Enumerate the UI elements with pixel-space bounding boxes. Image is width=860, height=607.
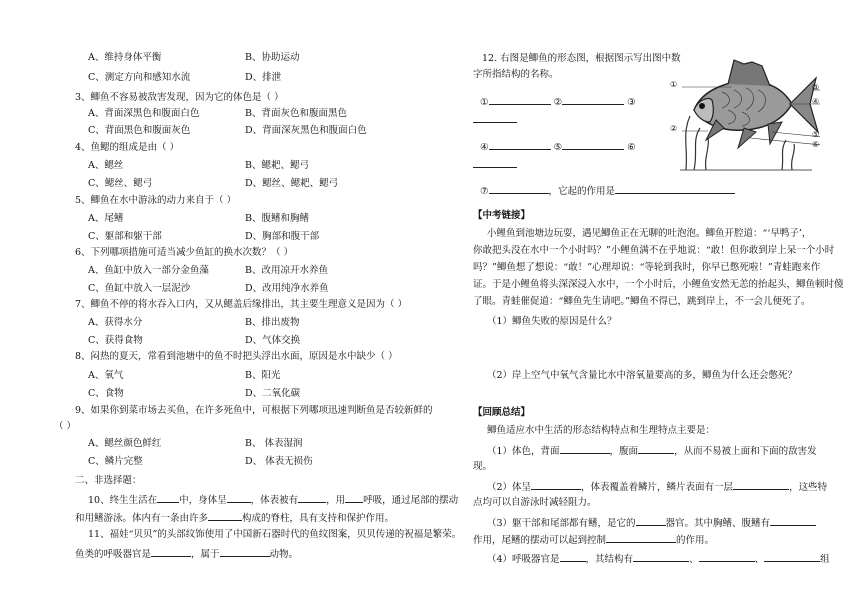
q10-text-3: ，体表被有 xyxy=(250,495,299,506)
q2-option-a: A、维持身体平衡 xyxy=(88,52,162,63)
q11-blank-1[interactable] xyxy=(151,547,191,557)
q12-blanks-row2 xyxy=(480,140,636,154)
fish-label-3: ③ xyxy=(812,83,820,92)
review-1-text-2: ，腹面 xyxy=(609,446,639,457)
section-nonchoice-heading: 二、非选择题： xyxy=(75,475,142,486)
blank-label-5: ⑤ xyxy=(553,142,563,153)
sub-question-2: （2）岸上空气中氧气含量比水中溶氧量要高的多，鲫鱼为什么还会憋死？ xyxy=(487,370,798,381)
blank-label-6: ⑥ xyxy=(627,142,636,153)
q12-blanks-row1 xyxy=(480,95,636,109)
q4-option-b: B、鳃耙、鳃弓 xyxy=(245,160,309,171)
review-1-blank-2[interactable] xyxy=(638,444,674,454)
fish-label-1: ① xyxy=(670,80,678,89)
q5-option-d: D、胸部和腹干部 xyxy=(245,231,320,242)
q11-line1: 11、福娃“贝贝”的头部纹饰使用了中国新石器时代的鱼纹图案，贝贝传递的祝福是繁荣。 xyxy=(88,529,462,540)
q9-bracket: （ ） xyxy=(54,421,77,432)
q12-line1: 12. 右图是鲫鱼的形态图，根据图示写出图中数 xyxy=(482,53,681,64)
review-3-text-4: 的作用。 xyxy=(676,535,715,546)
q11-line2 xyxy=(75,547,298,561)
q10-blank-4[interactable] xyxy=(345,493,363,503)
q12-blank-7-row xyxy=(480,184,735,198)
story-line-3: 吗？”鲫鱼想了想说：“敢！”心理却说：“等轮到我时，你早已憋死啦！”青蛙跑来作 xyxy=(473,262,821,273)
q7-option-d: D、气体交换 xyxy=(245,335,301,346)
q12-blank-3-cont xyxy=(473,113,517,127)
q12-blank-6-cont xyxy=(473,158,517,172)
q3-option-b: B、背面灰色和腹面黑色 xyxy=(245,108,347,119)
story-line-5: 了眼。青蛙催促道：“鲫鱼先生请吧。”鲫鱼不得已，跳到岸上，不一会儿便死了。 xyxy=(473,296,811,307)
q10-text-2: 中，身体呈 xyxy=(179,495,227,506)
q7-option-b: B、排出废物 xyxy=(245,317,300,328)
review-3-blank-2[interactable] xyxy=(770,516,816,526)
review-2-line2: 点均可以自游泳时减轻阻力。 xyxy=(473,497,597,508)
review-4-text-3: 、 xyxy=(689,554,699,565)
fish-label-2: ② xyxy=(670,124,678,133)
q5-option-b: B、腹鳍和胸鳍 xyxy=(245,213,309,224)
review-3-text-1: （3）躯干部和尾部都有鳍，是它的 xyxy=(487,518,636,529)
answer-blank-3[interactable] xyxy=(473,113,517,123)
review-3-text-3: 作用，尾鳍的摆动可以起到控制 xyxy=(473,535,607,546)
answer-blank-1[interactable] xyxy=(489,95,551,105)
carp-morphology-figure xyxy=(672,52,820,172)
blank-label-7: ⑦ xyxy=(480,186,489,197)
blank-label-1: ① xyxy=(480,97,489,108)
q4-option-a: A、鳃丝 xyxy=(88,160,124,171)
review-4-text-1: （4）呼吸器官是 xyxy=(487,554,560,565)
q5-option-a: A、尾鳍 xyxy=(88,213,124,224)
blank-label-3: ③ xyxy=(627,97,636,108)
q4-text: 4、鱼鳃的组成是由（ ） xyxy=(75,142,180,153)
q8-option-d: D、二氧化碳 xyxy=(245,388,301,399)
q2-option-b: B、协助运动 xyxy=(245,52,300,63)
q9-text: 9、如果你到菜市场去买鱼，在许多死鱼中，可根据下列哪项迅速判断鱼是否较新鲜的 xyxy=(75,405,433,416)
q3-option-c: C、背面黑色和腹面灰色 xyxy=(88,125,191,136)
q11-blank-2[interactable] xyxy=(220,547,270,557)
q2-option-c: C、测定方向和感知水流 xyxy=(88,72,191,83)
q5-text: 5、鲫鱼在水中游泳的动力来自于（ ） xyxy=(75,195,237,206)
review-2-blank-2[interactable] xyxy=(733,480,789,490)
answer-blank-2[interactable] xyxy=(562,95,624,105)
review-4-text-4: 、 xyxy=(754,554,765,565)
review-intro: 鲫鱼适应水中生活的形态结构特点和生理特点主要是： xyxy=(487,425,716,436)
blank-7-text: ，它起的作用是 xyxy=(548,186,616,197)
review-4-text-5: 组 xyxy=(820,554,830,565)
answer-blank-4[interactable] xyxy=(489,140,551,150)
q10-blank-1[interactable] xyxy=(157,493,179,503)
review-3-line1 xyxy=(487,516,816,530)
q8-option-c: C、食物 xyxy=(88,388,124,399)
story-line-2: 你敢把头没在水中一个小时吗？”小鲤鱼满不在乎地说：“敢！但你敢到岸上呆一个小时 xyxy=(473,245,835,256)
q10-blank-2[interactable] xyxy=(227,493,251,503)
story-line-1: 小鲤鱼到池塘边玩耍，遇见鲫鱼正在无聊的吐泡泡。鲫鱼开腔道：“‘早鸭子’， xyxy=(487,228,812,239)
q8-text: 8、闷热的夏天，常看到池塘中的鱼不时把头浮出水面，原因是水中缺少（ ） xyxy=(75,351,398,362)
sub-question-1: （1）鲫鱼失败的原因是什么？ xyxy=(487,316,617,327)
carp-drawing xyxy=(672,52,820,172)
q10-line2 xyxy=(75,511,394,525)
q9-option-c: C、鳞片完整 xyxy=(88,456,143,467)
q10-line1 xyxy=(88,493,458,507)
fish-label-4: ④ xyxy=(812,97,820,106)
q6-option-a: A、鱼缸中放入一部分金鱼藻 xyxy=(88,265,209,276)
q6-option-d: D、改用纯净水养鱼 xyxy=(245,283,329,294)
q3-text: 3、鲫鱼不容易被敌害发现，因为它的体色是（ ） xyxy=(75,92,284,103)
q8-option-b: B、阳光 xyxy=(245,370,281,381)
q6-option-b: B、改用凉开水养鱼 xyxy=(245,265,328,276)
q9-option-b: B、 体表湿润 xyxy=(245,438,303,449)
q9-option-d: D、 体表无损伤 xyxy=(245,456,313,467)
review-2-text-1: （2）体呈 xyxy=(487,482,532,493)
review-3-blank-1[interactable] xyxy=(636,516,666,526)
q3-option-a: A、背面深黑色和腹面白色 xyxy=(88,108,200,119)
fish-label-5: ⑤ xyxy=(812,130,820,139)
q7-option-a: A、获得水分 xyxy=(88,317,143,328)
q4-option-c: C、鳃丝、鳃弓 xyxy=(88,178,153,189)
review-2-text-3: ，这些特 xyxy=(789,482,828,493)
q7-option-c: C、获得食物 xyxy=(88,335,143,346)
answer-blank-function[interactable] xyxy=(615,184,735,194)
review-1-line2: 现。 xyxy=(473,461,493,472)
review-3-text-2: 器官。其中胸鳍、腹鳍有 xyxy=(665,518,771,529)
review-1-text-1: （1）体色，背面 xyxy=(487,446,560,457)
review-1-line1 xyxy=(487,444,817,458)
q6-option-c: C、鱼缸中放入一层泥沙 xyxy=(88,283,191,294)
q10-text-4: ，用 xyxy=(326,495,346,506)
review-2-blank-1[interactable] xyxy=(531,480,581,490)
blank-label-2: ② xyxy=(553,97,563,108)
q6-text: 6、下列哪项措施可适当减少鱼缸的换水次数？（ ） xyxy=(75,247,294,258)
q4-option-d: D、鳃丝、鳃耙、鳃弓 xyxy=(245,178,339,189)
q9-option-a: A、鳃丝颜色鲜红 xyxy=(88,438,162,449)
review-4-blank-1[interactable] xyxy=(560,552,586,562)
review-3-line2 xyxy=(473,533,714,547)
review-4-blank-3[interactable] xyxy=(699,552,755,562)
review-4-text-2: ，其结构有 xyxy=(585,554,634,565)
review-4-blank-2[interactable] xyxy=(633,552,689,562)
link-heading: 【中考链接】 xyxy=(473,210,531,221)
review-heading: 【回顾总结】 xyxy=(473,407,531,418)
q10-text-5: 呼吸，通过尾部的摆动 xyxy=(363,495,459,506)
q7-text: 7、鲫鱼不停的将水吞入口内，又从鳃盖后缘排出，其主要生理意义是因为（ ） xyxy=(75,299,408,310)
review-1-text-3: ，从而不易被上面和下面的敌害发 xyxy=(674,446,817,457)
q2-option-d: D、排泄 xyxy=(245,72,282,83)
q10-text-7: 构成的脊柱，具有支持和保护作用。 xyxy=(242,513,395,524)
review-4-blank-4[interactable] xyxy=(764,552,820,562)
answer-blank-7[interactable] xyxy=(489,184,549,194)
review-4-line1 xyxy=(487,552,830,566)
answer-blank-5[interactable] xyxy=(562,140,624,150)
review-1-blank-1[interactable] xyxy=(560,444,610,454)
answer-blank-6[interactable] xyxy=(473,158,517,168)
q10-text-6: 和用鳍游泳。体内有一条由许多 xyxy=(75,513,209,524)
review-2-text-2: ，体表覆盖着鳞片，鳞片表面有一层 xyxy=(581,482,734,493)
q10-blank-5[interactable] xyxy=(208,511,242,521)
q11-text-3: 动物。 xyxy=(269,549,299,560)
review-2-line1 xyxy=(487,480,827,494)
q10-text-1: 10、终生生活在 xyxy=(88,495,158,506)
q11-text-2: ，属于 xyxy=(191,549,220,560)
q5-option-c: C、躯部和躯干部 xyxy=(88,231,162,242)
blank-label-4: ④ xyxy=(480,142,489,153)
q3-option-d: D、背面深灰黑色和腹面白色 xyxy=(245,125,367,136)
q10-blank-3[interactable] xyxy=(298,493,326,503)
review-3-blank-3[interactable] xyxy=(606,533,676,543)
fish-label-6: ⑥ xyxy=(812,140,820,149)
q11-text-1: 鱼类的呼吸器官是 xyxy=(75,549,152,560)
q8-option-a: A、氧气 xyxy=(88,370,124,381)
q12-line2: 字所指结构的名称。 xyxy=(473,69,559,80)
story-line-4: 证。于是小鲤鱼将头深深浸入水中，一个小时后，小鲤鱼安然无恙的抬起头，鲫鱼顿时傻 xyxy=(473,279,844,290)
